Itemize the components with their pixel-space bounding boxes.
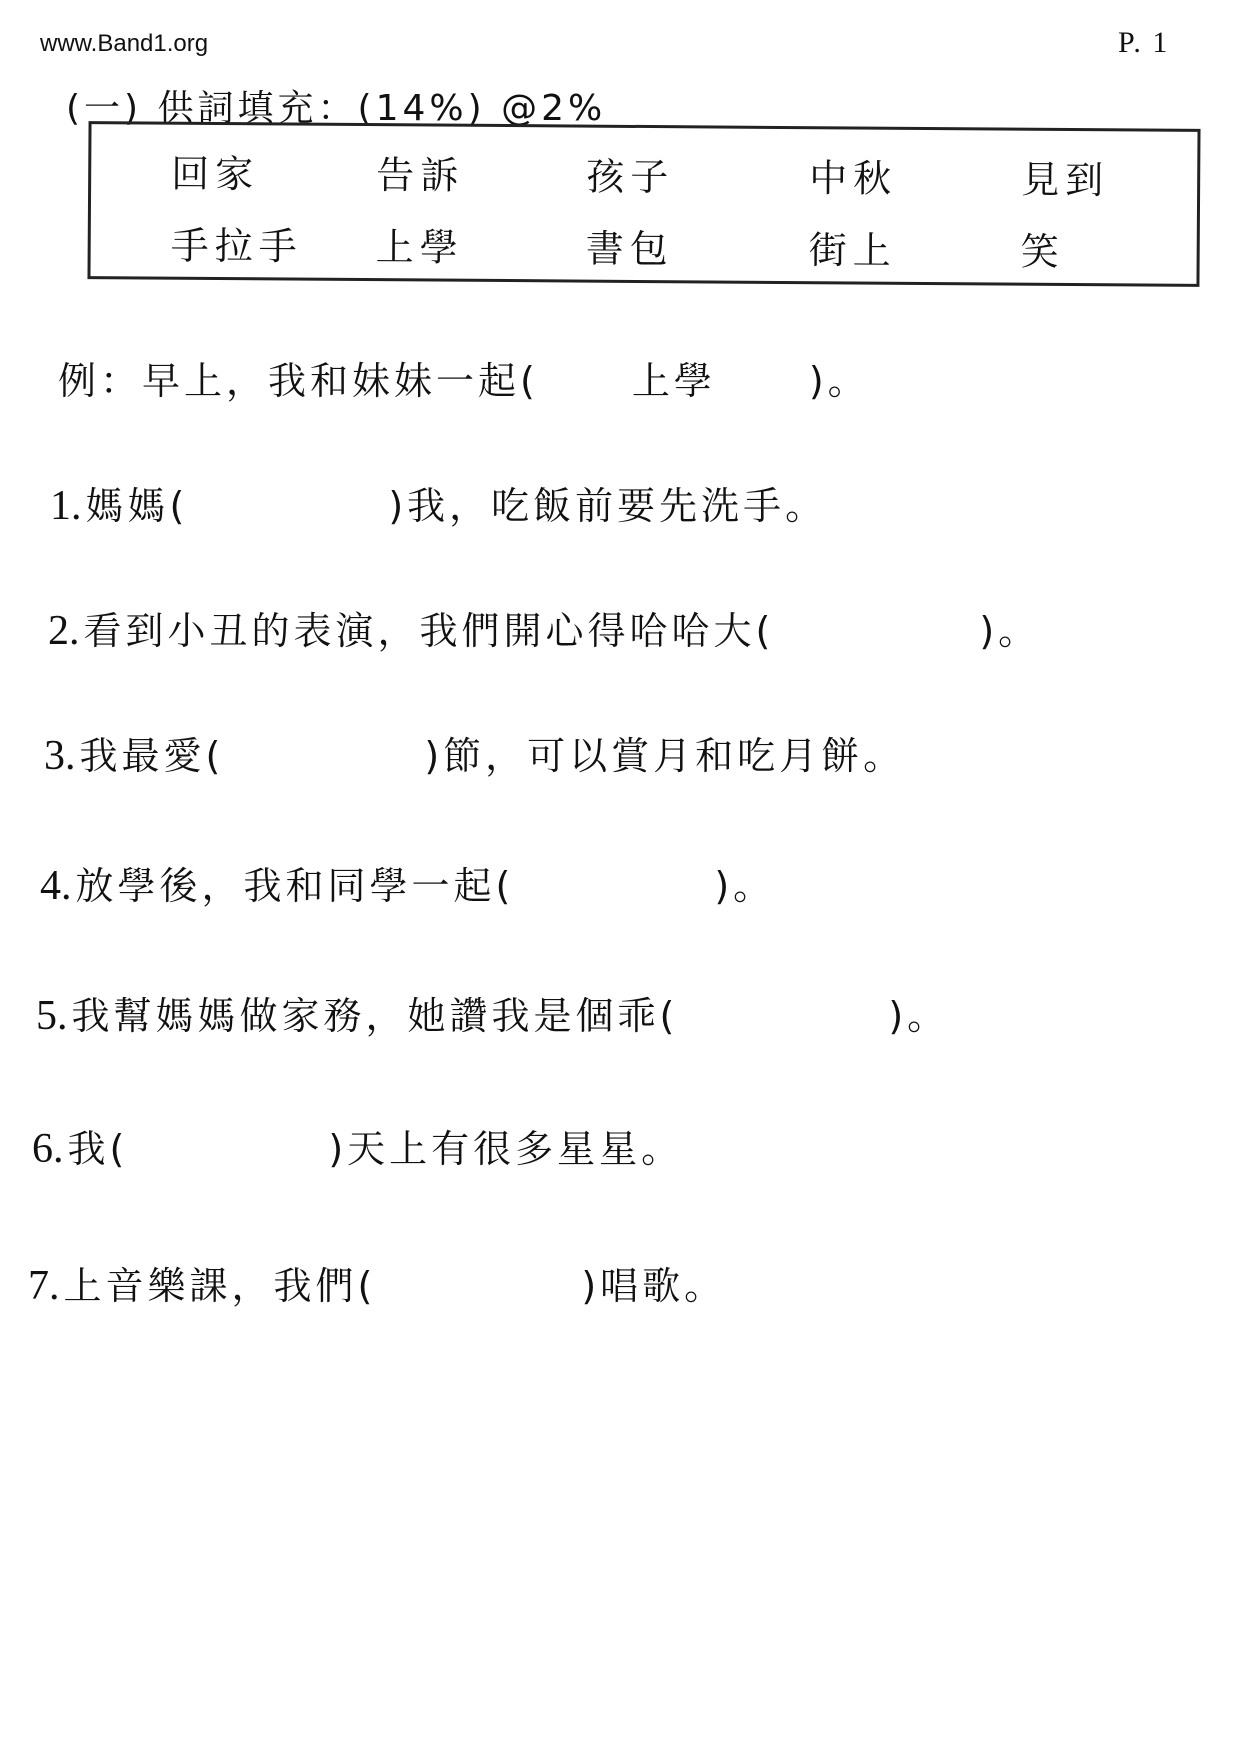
- example-prefix: 例：早上，我和妹妹一起(: [58, 359, 539, 403]
- question-text-before: 我最愛(: [79, 734, 225, 778]
- question-1: [50, 475, 827, 530]
- word-bank-item: 上學: [375, 225, 464, 270]
- question-5: [36, 985, 949, 1040]
- question-text-after: )我，吃飯前要先洗手。: [388, 484, 828, 528]
- word-bank-item: 回家: [171, 151, 260, 197]
- example-sentence: [58, 350, 870, 405]
- word-bank-item: 笑: [1020, 229, 1065, 274]
- question-4: [40, 855, 775, 910]
- question-number: 1.: [50, 483, 82, 529]
- question-text-after: )。: [714, 864, 776, 908]
- question-number: 6.: [32, 1126, 64, 1172]
- question-text-before: 媽媽(: [85, 484, 189, 528]
- question-text-before: 上音樂課，我們(: [63, 1264, 377, 1308]
- word-bank-item: 告訴: [376, 153, 465, 198]
- word-bank-item: 中秋: [809, 156, 898, 201]
- question-3: [44, 725, 905, 780]
- question-text-before: 我幫媽媽做家務，她讚我是個乖(: [71, 994, 679, 1038]
- word-bank-item: 書包: [585, 226, 674, 272]
- word-bank-item: 見到: [1021, 157, 1110, 203]
- question-text-after: )唱歌。: [581, 1264, 727, 1308]
- question-number: 3.: [44, 733, 76, 779]
- question-text-before: 看到小丑的表演，我們開心得哈哈大(: [83, 609, 775, 653]
- section-title: (一) 供詞填充：(14%) @2%: [66, 88, 607, 129]
- question-number: 4.: [40, 863, 72, 909]
- question-text-before: 放學後，我和同學一起(: [75, 864, 515, 908]
- word-bank-box: [87, 121, 1200, 287]
- question-7: [28, 1255, 726, 1310]
- page-number: P. 1: [1118, 26, 1170, 59]
- example-answer: 上學: [631, 359, 716, 403]
- question-number: 2.: [48, 608, 80, 654]
- question-number: 5.: [36, 993, 68, 1039]
- question-6: [32, 1118, 683, 1173]
- question-text-before: 我(: [67, 1127, 129, 1171]
- question-text-after: )。: [979, 609, 1041, 653]
- question-text-after: )天上有很多星星。: [328, 1127, 684, 1171]
- question-number: 7.: [28, 1263, 60, 1309]
- example-suffix: )。: [808, 359, 870, 403]
- word-bank-item: 街上: [808, 228, 897, 273]
- word-bank-item: 手拉手: [170, 223, 303, 269]
- word-bank-item: 孩子: [586, 154, 675, 200]
- question-text-after: )。: [888, 994, 950, 1038]
- question-2: [48, 600, 1040, 655]
- question-text-after: )節，可以賞月和吃月餅。: [424, 734, 906, 778]
- watermark-url[interactable]: www.Band1.org: [40, 30, 209, 57]
